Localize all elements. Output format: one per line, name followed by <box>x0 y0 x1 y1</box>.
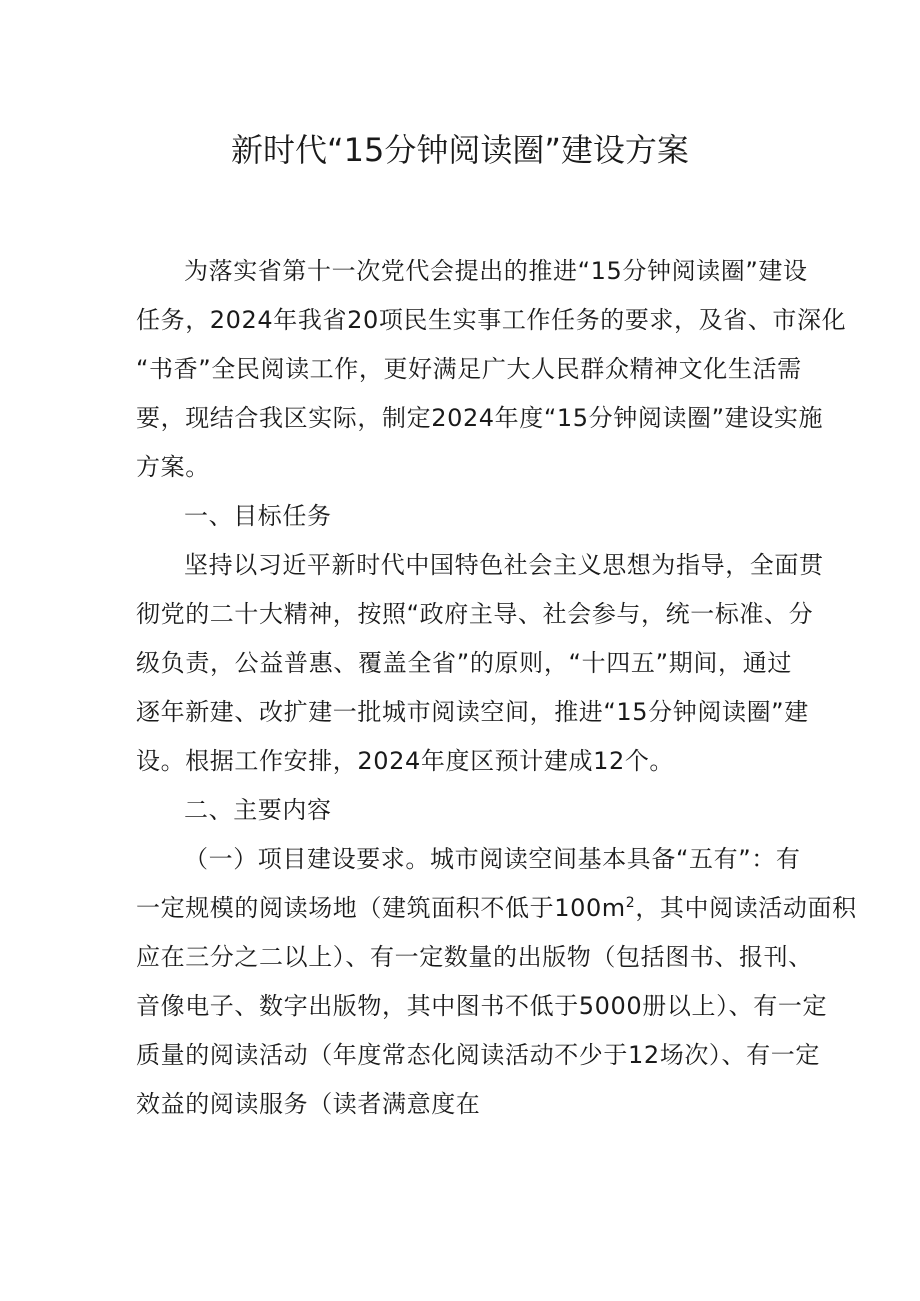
intro-line-5: 方案。 <box>136 453 210 481</box>
section-1-line-1: 坚持以习近平新时代中国特色社会主义思想为指导，全面贯 <box>184 551 824 579</box>
section-1-line-5: 设。根据工作安排，2024年度区预计建成12个。 <box>136 747 675 775</box>
section-2-line-5: 质量的阅读活动（年度常态化阅读活动不少于12场次）、有一定 <box>136 1041 820 1069</box>
section-2-heading: 二、主要内容 <box>184 796 332 824</box>
superscript-2: 2 <box>625 895 636 911</box>
section-1-line-4: 逐年新建、改扩建一批城市阅读空间，推进“15分钟阅读圈”建 <box>136 698 809 726</box>
section-2-line-3: 应在三分之二以上）、有一定数量的出版物（包括图书、报刊、 <box>136 943 813 971</box>
intro-line-1: 为落实省第十一次党代会提出的推进“15分钟阅读圈”建设 <box>184 257 808 285</box>
section-2-line-2-post: ，其中阅读活动面积 <box>635 894 857 922</box>
section-1-line-3: 级负责，公益普惠、覆盖全省”的原则，“十四五”期间，通过 <box>136 649 792 677</box>
section-2-line-2-pre: 一定规模的阅读场地（建筑面积不低于100m <box>136 894 626 922</box>
intro-line-3: “书香”全民阅读工作，更好满足广大人民群众精神文化生活需 <box>136 355 802 383</box>
section-2-line-2 <box>136 884 857 933</box>
intro-line-4: 要，现结合我区实际，制定2024年度“15分钟阅读圈”建设实施 <box>136 404 824 432</box>
section-1-line-2: 彻党的二十大精神，按照“政府主导、社会参与，统一标准、分 <box>136 600 814 628</box>
section-2-line-1: （一）项目建设要求。城市阅读空间基本具备“五有”：有 <box>184 845 801 873</box>
section-2-line-4: 音像电子、数字出版物，其中图书不低于5000册以上）、有一定 <box>136 992 828 1020</box>
section-1-heading: 一、目标任务 <box>184 502 332 530</box>
document-title: 新时代“15分钟阅读圈”建设方案 <box>231 131 689 169</box>
intro-line-2: 任务，2024年我省20项民生实事工作任务的要求，及省、市深化 <box>136 306 847 334</box>
section-2-line-6: 效益的阅读服务（读者满意度在 <box>136 1090 481 1118</box>
document-body <box>136 247 857 1129</box>
